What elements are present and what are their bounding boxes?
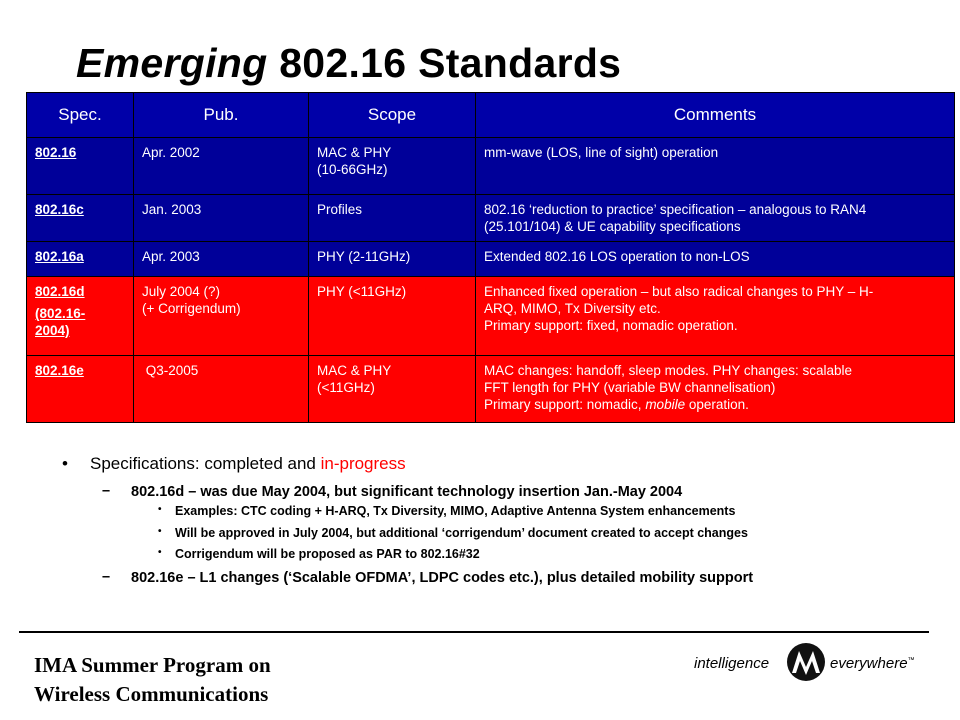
title-emphasis: Emerging [76,40,268,86]
cell-scope: PHY (<11GHz) [309,277,476,356]
cell-pub: Q3-2005 [134,356,309,423]
in-progress-highlight: in-progress [320,454,406,473]
brand-word-intelligence: intelligence [694,655,770,672]
cell-comments: Enhanced fixed operation – but also radical changes to PHY – H- ARQ, MIMO, Tx Diversity etc. Primary support: fixed, nomadic operation. [476,277,955,356]
title-rest: 802.16 Standards [279,40,622,86]
bullet-marker: • [62,454,68,473]
cell-comments: mm-wave (LOS, line of sight) operation [476,138,955,195]
table-row [27,277,955,356]
cell-comments: MAC changes: handoff, sleep modes. PHY changes: scalable FFT length for PHY (variable BW channelisation) Primary support: nomadic, mobile operation. [476,356,955,423]
header-pub: Pub. [134,93,309,138]
table-row [27,356,955,423]
brand-tagline [694,640,934,688]
header-spec: Spec. [27,93,134,138]
motorola-logo-icon [786,642,826,682]
header-scope: Scope [309,93,476,138]
cell-scope: MAC & PHY (10-66GHz) [309,138,476,195]
cell-spec: 802.16d (802.16- 2004) [27,277,134,356]
cell-pub: Jan. 2003 [134,195,309,242]
cell-comments: Extended 802.16 LOS operation to non-LOS [476,242,955,277]
footer-program-title: IMA Summer Program on Wireless Communications [34,653,271,706]
standards-table [26,92,955,423]
table-row [27,242,955,277]
footer-divider [19,631,929,633]
brand-word-everywhere: everywhere™ [830,655,915,672]
cell-spec: 802.16 [27,138,134,195]
cell-spec: 802.16e [27,356,134,423]
cell-scope: MAC & PHY (<11GHz) [309,356,476,423]
cell-spec: 802.16c [27,195,134,242]
table-row [27,195,955,242]
cell-scope: Profiles [309,195,476,242]
cell-comments: 802.16 ‘reduction to practice’ specification – analogous to RAN4 (25.101/104) & UE capability specifications [476,195,955,242]
cell-pub: Apr. 2002 [134,138,309,195]
cell-scope: PHY (2-11GHz) [309,242,476,277]
table-header-row [27,93,955,138]
header-comments: Comments [476,93,955,138]
cell-pub: July 2004 (?) (+ Corrigendum) [134,277,309,356]
cell-spec: 802.16a [27,242,134,277]
cell-pub: Apr. 2003 [134,242,309,277]
slide-title [76,40,621,87]
table-row [27,138,955,195]
